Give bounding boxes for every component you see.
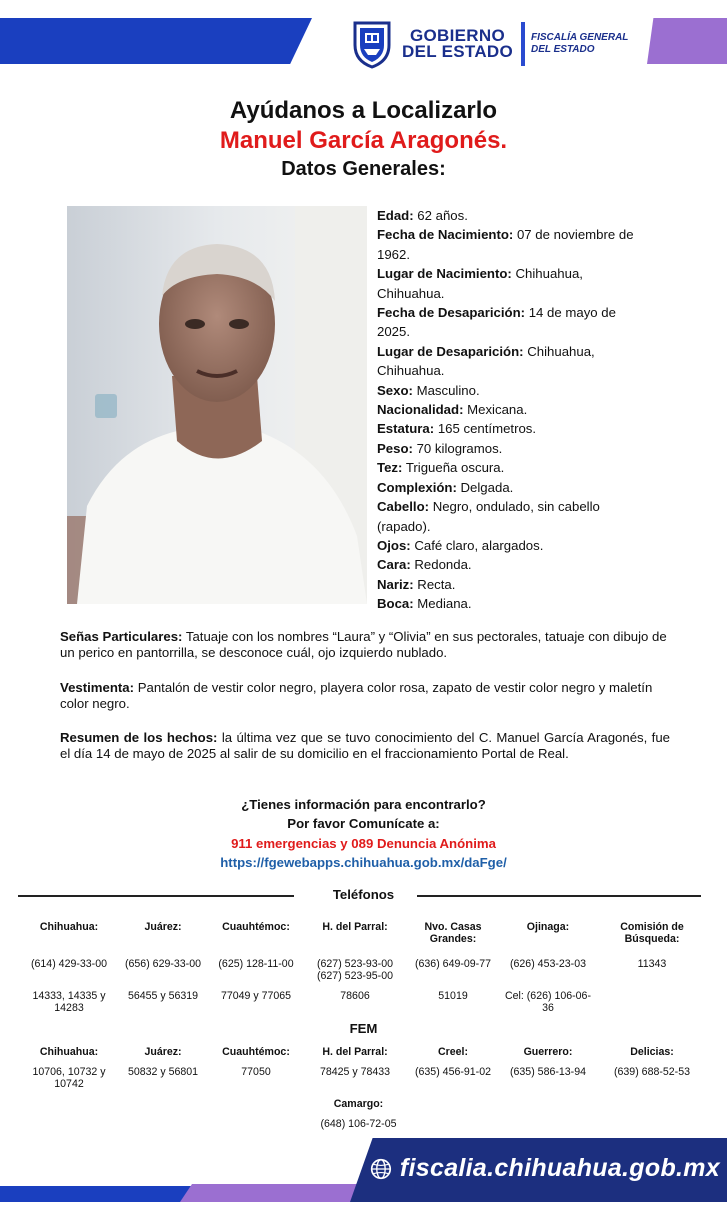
phone-header: Chihuahua: xyxy=(39,921,99,933)
phone-header: Juárez: xyxy=(144,921,182,933)
detail-eyes: Ojos: Café claro, alargados. xyxy=(377,537,544,553)
fem-cell: (635) 586-13-94 xyxy=(510,1066,586,1078)
phone-cell: (614) 429-33-00 xyxy=(31,958,107,970)
page-title: Ayúdanos a Localizarlo xyxy=(229,97,498,124)
phone-header: Comisión de Búsqueda: xyxy=(620,921,684,945)
phone-cell: (656) 629-33-00 xyxy=(125,958,201,970)
fem-title: FEM xyxy=(349,1021,378,1036)
globe-icon xyxy=(370,1156,392,1182)
phone-header: Cuauhtémoc: xyxy=(222,921,290,933)
detail-disappearance-place: Lugar de Desaparición: Chihuahua, Chihuahua. xyxy=(377,343,595,379)
phone-cell: 77049 y 77065 xyxy=(220,990,292,1002)
footer-url: fiscalia.chihuahua.gob.mx xyxy=(399,1154,720,1182)
phone-cell: 14333, 14335 y 14283 xyxy=(32,990,106,1014)
footer-purple-band xyxy=(180,1184,380,1202)
logo-divider xyxy=(521,22,525,66)
fem-cell: 78425 y 78433 xyxy=(319,1066,391,1078)
state-shield-icon xyxy=(352,19,392,69)
camargo-phone: (648) 106-72-05 xyxy=(320,1118,397,1130)
phone-cell: 51019 xyxy=(438,990,468,1002)
camargo-label: Camargo: xyxy=(333,1098,384,1110)
section-subtitle: Datos Generales: xyxy=(281,158,446,180)
gobierno-text: GOBIERNO DEL ESTADO xyxy=(402,26,513,61)
phones-row xyxy=(20,958,708,982)
distinguishing-marks: Señas Particulares: Tatuaje con los nombres “Laura” y “Olivia” en sus pectorales, tatuaje con dibujo de un perico en pantorrilla, se desconoce cuál, ojo izquierdo nublado. xyxy=(60,629,667,660)
cta-contact: Por favor Comunícate a: xyxy=(287,816,440,831)
fem-header: Creel: xyxy=(437,1046,469,1058)
cta-question: ¿Tienes información para encontrarlo? xyxy=(241,797,486,812)
header-purple-band xyxy=(647,18,727,64)
phone-cell xyxy=(596,990,708,1014)
phone-cell: (626) 453-23-03 xyxy=(510,958,586,970)
fem-header: Guerrero: xyxy=(523,1046,573,1058)
detail-height: Estatura: 165 centímetros. xyxy=(377,421,537,437)
detail-weight: Peso: 70 kilogramos. xyxy=(377,440,503,456)
cta-url-link[interactable]: https://fgewebapps.chihuahua.gob.mx/daFge/ xyxy=(220,855,507,870)
fem-header: H. del Parral: xyxy=(322,1046,388,1058)
general-details xyxy=(377,206,652,614)
phone-header: H. del Parral: xyxy=(322,921,388,933)
cta-emergency: 911 emergencias y 089 Denuncia Anónima xyxy=(231,836,496,851)
phone-cell: 11343 xyxy=(637,958,667,970)
detail-hair: Cabello: Negro, ondulado, sin cabello (rapado). xyxy=(377,499,600,534)
fem-cell: (639) 688-52-53 xyxy=(614,1066,690,1078)
detail-face: Cara: Redonda. xyxy=(377,557,472,573)
fem-header: Cuauhtémoc: xyxy=(222,1046,290,1058)
detail-disappearance-date: Fecha de Desaparición: 14 de mayo de 2025. xyxy=(377,305,616,340)
phone-cell: Cel: (626) 106-06-36 xyxy=(505,990,591,1014)
phone-cell: 56455 y 56319 xyxy=(127,990,199,1002)
fiscalia-text: FISCALÍA GENERAL DEL ESTADO xyxy=(531,32,629,55)
fem-cell: 10706, 10732 y 10742 xyxy=(32,1066,106,1090)
phone-cell: (636) 649-09-77 xyxy=(415,958,491,970)
detail-build: Complexión: Delgada. xyxy=(377,479,514,495)
fem-row xyxy=(20,1066,708,1090)
footer-blue-band xyxy=(0,1186,195,1202)
fem-header: Chihuahua: xyxy=(39,1046,99,1058)
phone-cell: (625) 128-11-00 xyxy=(218,958,294,970)
detail-age: Edad: 62 años. xyxy=(377,208,468,223)
detail-sex: Sexo: Masculino. xyxy=(377,382,480,398)
phones-header-row xyxy=(20,921,708,945)
detail-birth-date: Fecha de Nacimiento: 07 de noviembre de 1962. xyxy=(377,227,634,262)
phones-title: Teléfonos xyxy=(332,887,395,902)
fem-header-row xyxy=(20,1046,708,1058)
footer-website-link[interactable] xyxy=(370,1154,720,1183)
fem-cell: 77050 xyxy=(241,1066,271,1078)
fem-cell: 50832 y 56801 xyxy=(127,1066,199,1078)
detail-nose: Nariz: Recta. xyxy=(377,576,456,592)
detail-birth-place: Lugar de Nacimiento: Chihuahua, Chihuahua. xyxy=(377,266,583,301)
detail-mouth: Boca: Mediana. xyxy=(377,596,472,612)
person-photo xyxy=(67,206,367,604)
phone-header: Ojinaga: xyxy=(526,921,570,933)
events-summary: Resumen de los hechos: la última vez que se tuvo conocimiento del C. Manuel García Aragonés, fue el día 14 de mayo de 2025 al salir de su domicilio en el fraccionamiento Portal de Real. xyxy=(60,730,670,761)
detail-complexion-color: Tez: Trigueña oscura. xyxy=(377,460,505,476)
extensions-row xyxy=(20,990,708,1014)
header-blue-band xyxy=(0,18,312,64)
government-logo xyxy=(352,18,628,70)
person-name: Manuel García Aragonés. xyxy=(219,127,508,154)
clothing: Vestimenta: Pantalón de vestir color negro, playera color rosa, zapato de vestir color negro y maletín color negro. xyxy=(60,680,653,711)
phone-header: Nvo. Casas Grandes: xyxy=(424,921,482,945)
detail-nationality: Nacionalidad: Mexicana. xyxy=(377,402,528,418)
fem-cell: (635) 456-91-02 xyxy=(415,1066,491,1078)
phone-cell: 78606 xyxy=(340,990,370,1002)
phone-cell: (627) 523-93-00 (627) 523-95-00 xyxy=(317,958,393,982)
fem-header: Juárez: xyxy=(144,1046,182,1058)
fem-header: Delicias: xyxy=(630,1046,674,1058)
